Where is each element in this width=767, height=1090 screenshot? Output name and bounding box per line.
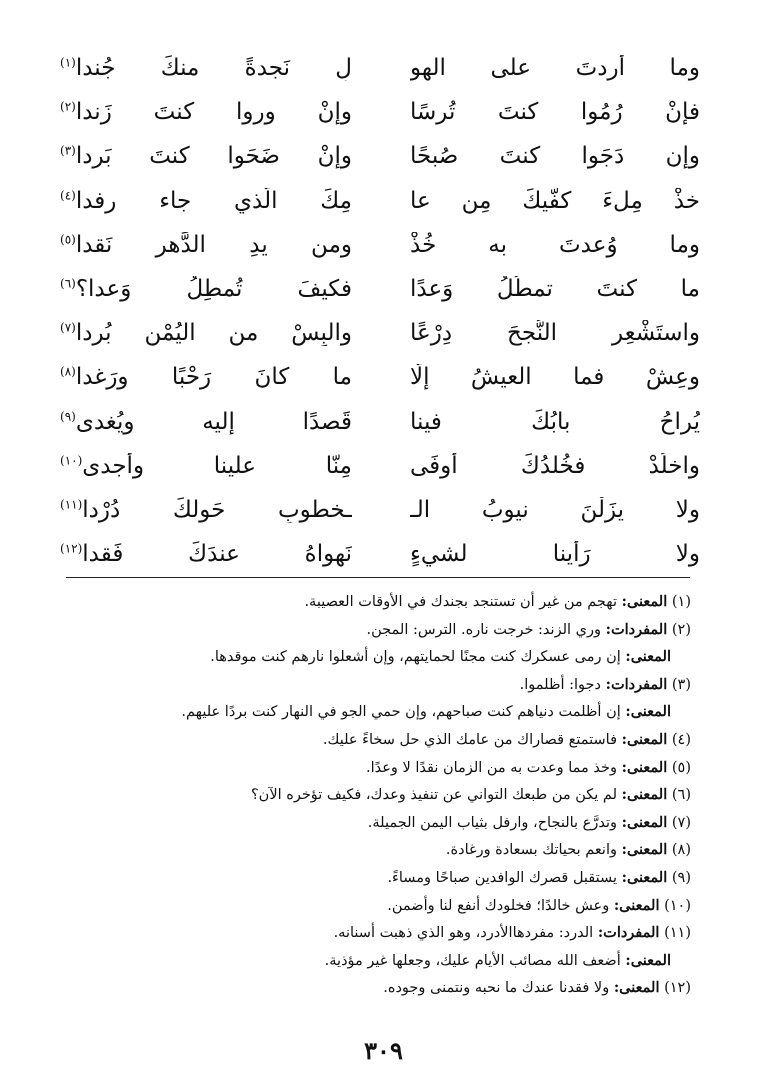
footnote-marker: (١٢) (60, 541, 83, 556)
footnote-label: المفردات: (605, 620, 668, 638)
footnote-text: أضعف الله مصائب الأيام عليك، وجعلها غير مؤذية. (324, 952, 621, 969)
footnote-label: المعنى: (625, 703, 671, 721)
footnote-line (91, 698, 691, 726)
verse-second-text: وإنْ ضَحَوا كنتَ بَردا (75, 143, 352, 170)
footnote-number: (١٢) (664, 980, 691, 997)
page-number: ٣٠٩ (364, 1036, 403, 1065)
verse-first-hemistich: واخلُدْ فخُلدُكَ أوفَى (410, 452, 700, 479)
verse-line (60, 532, 700, 576)
verse-first-hemistich: فإنْ رُمُوا كنتَ تُرسًا (410, 99, 700, 126)
verse-second-text: والبِسْ من اليُمْنِ بُردا (75, 320, 352, 347)
footnote-line (91, 754, 691, 782)
verse-first-hemistich: واستَشْعِرِ النُّجحَ دِرْعًا (410, 320, 700, 347)
verse-first-hemistich: وما أردتَ على الهو (410, 55, 700, 82)
verse-first-hemistich: ما كنتَ تمطُلُ وَعدًا (410, 276, 700, 303)
verse-second-text: فكيفَ تُمطِلُ وَعدا؟ (75, 276, 352, 303)
footnote-marker: (١١) (60, 497, 83, 512)
verse-second-hemistich (60, 541, 352, 567)
footnote-marker: (١) (60, 55, 76, 70)
verse-line (60, 223, 700, 267)
verse-second-hemistich (60, 364, 352, 390)
verse-second-text: لِ نَجدةً منكَ جُندا (75, 55, 352, 82)
footnote-number: (٤) (671, 731, 691, 748)
footnote-label: المعنى: (621, 758, 668, 776)
footnote-text: وعش خالدًا؛ فخلودك أنفع لنا وأضمن. (387, 897, 610, 914)
footnote-number: (٥) (671, 759, 691, 776)
verse-second-hemistich (60, 99, 352, 125)
footnote-label: المعنى: (621, 813, 668, 831)
footnote-marker: (١٠) (60, 453, 83, 468)
verse-second-hemistich (60, 409, 352, 435)
verse-second-text: ـخطوبِ حَولكَ دُرْدا (82, 496, 352, 523)
verse-second-hemistich (60, 232, 352, 258)
footnote-line (91, 919, 691, 947)
verse-line (60, 444, 700, 488)
verse-first-hemistich: ولا يزَلْنَ نيوبُ الـ (410, 496, 700, 523)
footnote-marker: (٩) (60, 408, 76, 423)
footnote-line (91, 947, 691, 975)
verse-first-hemistich: ولا رَأَينا لشيءٍ (410, 541, 700, 568)
verse-second-text: ومن يدِ الدَّهرِ نَقدا (75, 231, 352, 258)
poem-verses (60, 46, 700, 576)
footnote-line (91, 836, 691, 864)
footnote-number: (٢) (671, 621, 691, 638)
footnote-line (91, 864, 691, 892)
footnote-label: المفردات: (605, 675, 668, 693)
footnote-marker: (٣) (60, 143, 76, 158)
footnote-marker: (٦) (60, 276, 76, 291)
footnote-text: يستقبل قصرك الوافدين صباحًا ومساءً. (387, 869, 617, 886)
footnote-line (91, 974, 691, 1002)
footnote-line (91, 643, 691, 671)
footnote-text: الدرد: مفردهاالأدرد، وهو الذي ذهبت أسنانه. (333, 925, 594, 942)
footnote-line (91, 781, 691, 809)
verse-line (60, 311, 700, 355)
footnote-separator (66, 577, 690, 578)
footnote-number: (٩) (671, 869, 691, 886)
footnote-number: (١١) (664, 925, 691, 942)
footnote-line (91, 726, 691, 754)
footnote-label: المعنى: (613, 979, 660, 997)
verse-first-hemistich: يُراحُ بابُكَ فينا (410, 408, 700, 435)
verse-second-text: قَصدًا إليه ويُغدى (75, 408, 352, 435)
footnote-text: فاستمتع قصاراك من عامك الذي حل سخاءً عليك. (322, 731, 617, 748)
footnote-label: المعنى: (621, 868, 668, 886)
footnote-marker: (٧) (60, 320, 76, 335)
verse-second-text: وإنْ وروا كنتَ زَندا (75, 99, 352, 126)
footnote-line (91, 809, 691, 837)
footnote-label: المعنى: (621, 786, 668, 804)
footnote-line (91, 588, 691, 616)
footnote-text: لم يكن من طبعك التواني عن تنفيذ وعدك، فكيف تؤخره الآن؟ (250, 787, 617, 804)
footnote-text: وتدرَّع بالنجاح، وارفل بثياب اليمن الجميلة. (367, 814, 617, 831)
footnote-label: المعنى: (621, 730, 668, 748)
verse-line (60, 134, 700, 178)
verse-second-hemistich (60, 143, 352, 169)
verse-line (60, 179, 700, 223)
verse-second-hemistich (60, 453, 352, 479)
verse-line (60, 267, 700, 311)
footnote-text: إن رمى عسكرك كنت مجنًا لحمايتهم، وإن أشعلوا نارهم كنت موقدها. (210, 649, 621, 666)
verse-line (60, 90, 700, 134)
footnote-label: المعنى: (613, 896, 660, 914)
footnote-marker: (٥) (60, 232, 76, 247)
verse-first-hemistich: وما وُعدتَ به خُذْ (410, 231, 700, 258)
verse-second-hemistich (60, 55, 352, 81)
footnote-text: إن أظلمت دنياهم كنت صباحهم، وإن حمي الجو في النهار كنت بردًا عليهم. (181, 704, 621, 721)
verse-second-text: نَهواهُ عندَكَ فَقدا (82, 541, 352, 568)
verse-first-hemistich: خذْ مِلءَ كفَّيكَ مِن عا (410, 187, 700, 214)
verse-first-hemistich: وعِشْ فما العيشُ إلّا (410, 364, 700, 391)
footnote-label: المفردات: (597, 924, 660, 942)
footnote-number: (٧) (671, 814, 691, 831)
footnote-number: (٣) (671, 676, 691, 693)
verse-line (60, 400, 700, 444)
verse-second-hemistich (60, 497, 352, 523)
footnotes (91, 588, 691, 1002)
footnote-line (91, 892, 691, 920)
footnote-text: ولا فقدنا عندك ما نحبه ونتمنى وجوده. (383, 980, 610, 997)
footnote-text: وانعم بحياتك بسعادة ورغادة. (445, 842, 617, 859)
verse-second-text: مِنّا علينا وأجدى (82, 452, 352, 479)
verse-second-text: مِكَ الّذي جاء رِفدا (75, 187, 352, 214)
footnote-number: (١٠) (664, 897, 691, 914)
footnote-number: (٦) (671, 787, 691, 804)
footnote-line (91, 616, 691, 644)
footnote-text: تهجم من غير أن تستنجد بجندك في الأوقات العصيبة. (304, 594, 617, 610)
footnote-label: المعنى: (621, 593, 668, 610)
footnote-label: المعنى: (625, 951, 671, 969)
footnote-line (91, 671, 691, 699)
footnote-marker: (٨) (60, 364, 76, 379)
footnote-number: (١) (671, 594, 691, 610)
verse-second-hemistich (60, 320, 352, 346)
verse-second-hemistich (60, 276, 352, 302)
verse-second-hemistich (60, 188, 352, 214)
verse-first-hemistich: وإن دَجَوا كنتَ صُبحًا (410, 143, 700, 170)
verse-line (60, 355, 700, 399)
footnote-label: المعنى: (625, 648, 671, 666)
footnote-marker: (٢) (60, 99, 76, 114)
footnote-number: (٨) (671, 842, 691, 859)
footnote-label: المعنى: (621, 841, 668, 859)
footnote-marker: (٤) (60, 188, 76, 202)
verse-line (60, 488, 700, 532)
footnote-text: وري الزند: خرجت ناره. الترس: المجن. (366, 621, 601, 638)
footnote-text: دجوا: أظلموا. (519, 676, 601, 693)
footnote-text: وخذ مما وعدت به من الزمان نقدًا لا وعدًا. (365, 759, 617, 776)
verse-line (60, 46, 700, 90)
verse-second-text: ما كانَ رَحْبًا ورَغدا (75, 364, 352, 391)
